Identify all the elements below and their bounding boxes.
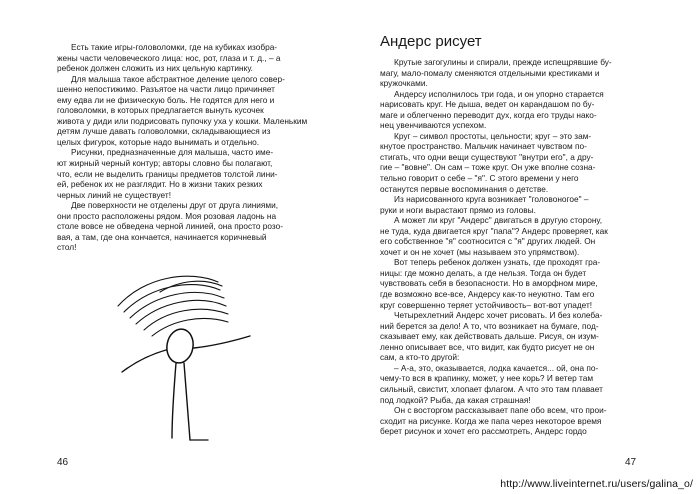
left-paragraph-2: Для малыша такое абстрактное деление целого совер- шенно непостижимо. Разъятое на части лицо причиняет ему едва ли не физическую боль. Не годятся для него и головоломки, в которых предлагается вынуть кусочек живота у диди или подрисовать пупочку уха у кошки. Маленьким детям лучше давать головоломки, складывающиеся из целых фигурок, которые надо вынимать и отдельно. — [57, 73, 308, 147]
child-drawing-figure — [100, 268, 270, 448]
right-paragraph-2: Андерсу исполнилось три года, и он упорно старается нарисовать круг. Не дыша, ведет он карандашом по бу- маге и облегченно переводит дух, когда его труды нако- нец увенчиваются успехом. — [380, 88, 604, 131]
right-paragraph-3: Круг – символ простоты, цельности; круг – это зам- кнутое пространство. Мальчик начинает чувством по- стигать, что одни вещи существуют "внутри его", а дру- гие – "вовне". Он сам – тоже круг. Он уже вполне созна- тельно говорит о себе – "я". С этого времени у него останутся первые воспоминания о детстве. — [380, 130, 596, 194]
left-paragraph-1: Есть такие игры-головоломки, где на кубиках изобра- жены части человеческого лица: нос, рот, глаза и т. д., – а ребенок должен сложить из них цельную картинку. — [57, 42, 281, 74]
right-paragraph-1: Крутые загогулины и спирали, прежде испещрявшие бу- магу, мало-помалу сменяются отдельными крестиками и кружочками. — [380, 57, 612, 89]
right-text-column — [380, 57, 656, 437]
right-paragraph-5: А может ли круг "Андерс" двигаться в другую сторону, не туда, куда двигается круг "папа"? Андерс проверяет, как его собственное "я" соотносится с "я" других людей. Он хочет и он не хочет (мы называем это упрямством). — [380, 215, 608, 257]
right-paragraph-9: Он с восторгом рассказывает папе обо всем, что прои- сходит на рисунке. Когда же папа через некоторое время берет рисунок и хочет его рассмотреть, Андерс гордо — [380, 405, 607, 437]
right-page — [350, 0, 699, 494]
left-paragraph-3: Рисунки, предназначенные для малыша, часто име- ют жирный черный контур; авторы словно бы полагают, что, если не выделить границы предметов толстой лини- ей, ребенок их не разглядит. Но в жизни таких резких черных линий не существует! — [57, 147, 278, 200]
watermark-url: http://www.liveinternet.ru/users/galina_o/ — [500, 478, 693, 490]
page-number: 46 — [57, 457, 69, 468]
page-number: 47 — [625, 457, 637, 468]
left-paragraph-4: Две поверхности не отделены друг от друга линиями, они просто расположены рядом. Моя розовая ладонь на столе вовсе не обведена черной линией, она просто розо- вая, а там, где она кончается, начинается коричневый стол! — [57, 200, 284, 253]
right-paragraph-4: Из нарисованного круга возникает "головоногое" – руки и ноги вырастают прямо из головы. — [380, 194, 589, 215]
right-paragraph-7: Четырехлетний Андерс хочет рисовать. И без колеба- ний берется за дело! А то, что возникает на бумаге, под- сказывает ему, как действовать дальше. Рисуя, он изум- ленно описывает все, что видит, как будто рисует не он сам, а кто-то другой: — [380, 310, 603, 363]
left-text-column — [57, 42, 329, 253]
right-paragraph-8: – А-а, это, оказывается, лодка качается... ой, она по- чему-то вся в крапинку, может, у нее корь? И ветер там сильный, свистит, хлопает флагом. А что это там плавает под лодкой? Рыба, да какая страшная! — [380, 362, 603, 405]
right-paragraph-6: Вот теперь ребенок должен узнать, где проходят гра- ницы: где можно делать, а где нельзя. Тогда он будет чувствовать себя в безопасности. Но в аморфном мире, где возможно все-все, Андерсу как-то неуютно. Там его круг совершенно теряет устойчивость– вот-вот упадет! — [380, 257, 601, 310]
chapter-title: Андерс рисует — [380, 33, 482, 50]
